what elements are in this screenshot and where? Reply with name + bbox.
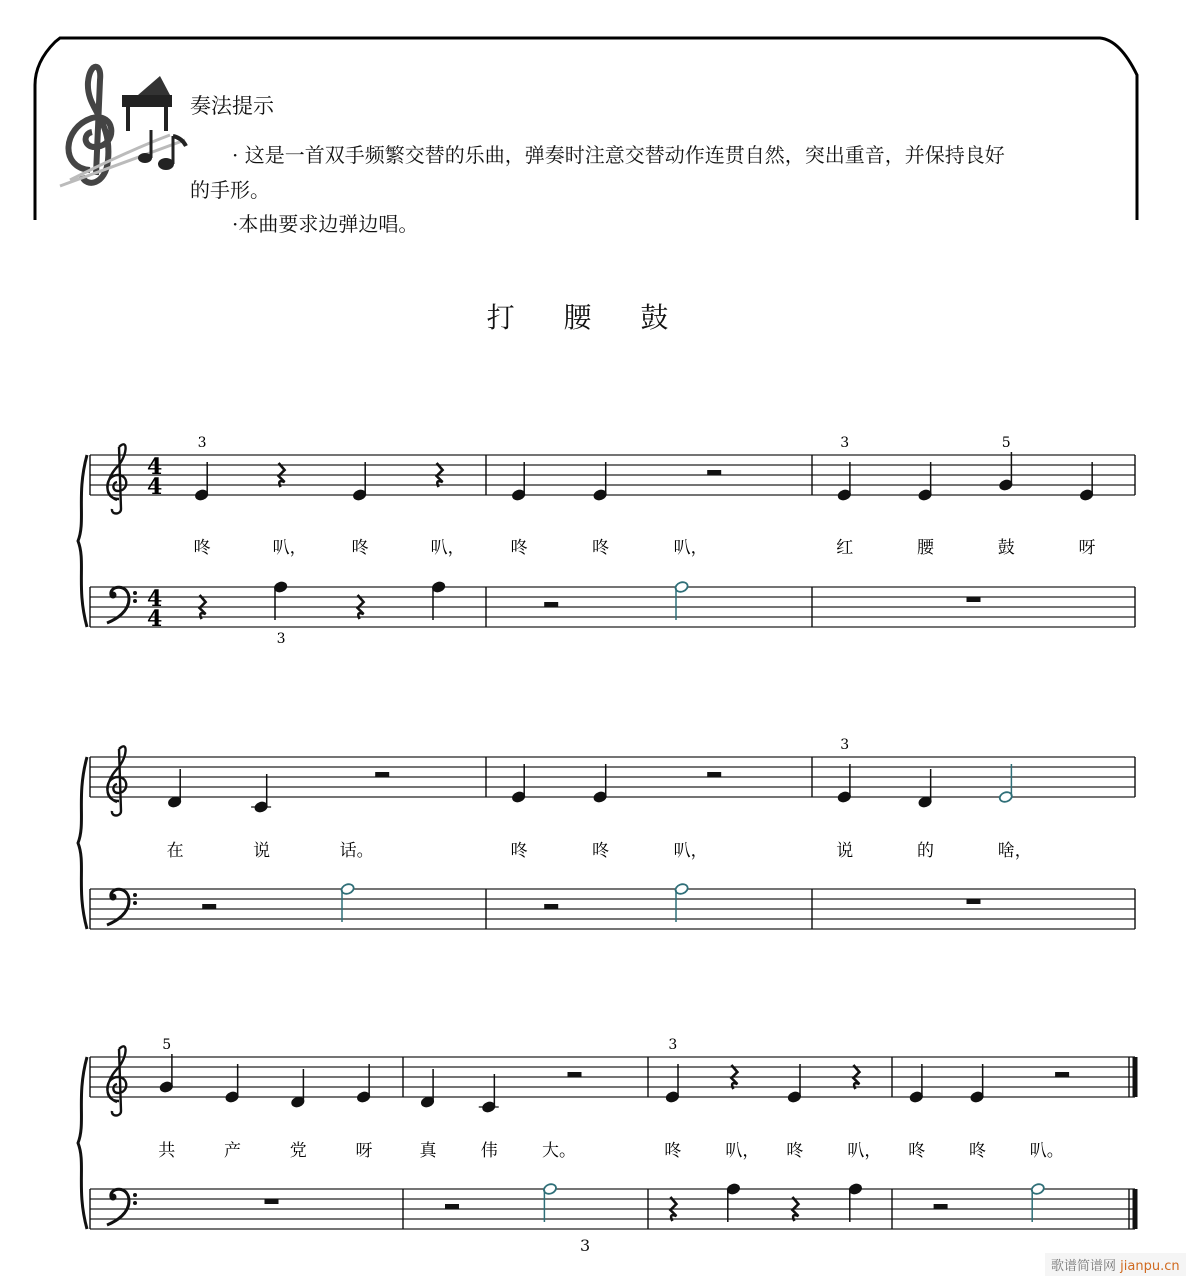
- lyric: 共: [158, 1141, 176, 1161]
- hint-line-1: · 这是一首双手频繁交替的乐曲，弹奏时注意交替动作连贯自然，突出重音，并保持良好: [232, 143, 1005, 167]
- lyric: 的: [917, 841, 935, 861]
- bass-clef-dot: [133, 893, 137, 897]
- half-rest: [707, 772, 721, 777]
- system-3: [78, 1037, 1135, 1229]
- fingering-number: 5: [162, 1037, 172, 1053]
- hint-title: 奏法提示: [190, 94, 274, 118]
- measure-2: [511, 462, 722, 620]
- song-title: 打 腰 鼓: [486, 301, 689, 334]
- bass-clef-dot: [133, 1201, 137, 1205]
- lyric: 大。: [542, 1141, 576, 1161]
- whole-rest: [967, 899, 981, 904]
- half-rest: [202, 904, 216, 909]
- half-rest: [544, 904, 558, 909]
- lyric: 叭，: [430, 538, 465, 558]
- time-signature-unit: 4: [147, 606, 163, 632]
- brace: [78, 1057, 87, 1229]
- lyric: 说: [836, 841, 854, 861]
- lyric: 鼓: [997, 538, 1015, 558]
- lyric: 咚: [510, 841, 528, 861]
- fingering-number: 3: [840, 435, 850, 451]
- time-signature-unit: 4: [147, 474, 163, 500]
- half-rest: [1055, 1072, 1069, 1077]
- watermark-en: jianpu.cn: [1120, 1259, 1180, 1274]
- time-signature-beats: 4: [147, 586, 163, 612]
- measure-10: [908, 1064, 1069, 1222]
- measure-5: [511, 764, 722, 922]
- half-rest: [375, 772, 389, 777]
- whole-rest: [265, 1199, 279, 1204]
- lyric: 啥，: [997, 841, 1032, 861]
- lyric: 叭。: [1029, 1141, 1064, 1161]
- time-signature-beats: 4: [147, 454, 163, 480]
- lyric: 叭，: [673, 538, 708, 558]
- lyric: 咚: [592, 538, 610, 558]
- watermark: [1045, 1253, 1186, 1276]
- measure-7: [158, 1037, 372, 1204]
- half-rest: [568, 1072, 582, 1077]
- fingering-number: 5: [1001, 435, 1011, 451]
- lyric: 咚: [510, 538, 528, 558]
- system-1: [78, 435, 1135, 647]
- whole-rest: [967, 597, 981, 602]
- lyric: 咚: [193, 538, 211, 558]
- measure-1: [194, 435, 465, 647]
- system-2: [78, 737, 1135, 929]
- bass-clef-dot: [110, 894, 117, 901]
- lyric: 叭，: [673, 841, 708, 861]
- lyric: 咚: [908, 1141, 926, 1161]
- bass-clef-dot: [133, 1193, 137, 1197]
- lyric: 真: [419, 1141, 437, 1161]
- hint-line-2: ·本曲要求边弹边唱。: [232, 212, 419, 236]
- lyric: 咚: [969, 1141, 987, 1161]
- half-rest: [544, 602, 558, 607]
- measure-3: [836, 435, 1095, 602]
- bass-clef-dot: [133, 901, 137, 905]
- lyric: 叭，: [847, 1141, 882, 1161]
- page-number: 3: [580, 1236, 591, 1255]
- brace: [78, 455, 87, 627]
- lyric: 叭，: [272, 538, 307, 558]
- lyric: 产: [224, 1141, 242, 1161]
- bass-clef-dot: [110, 1194, 117, 1201]
- lyric: 在: [166, 841, 184, 861]
- lyric: 呀: [1078, 538, 1096, 558]
- fingering-number: 3: [197, 435, 207, 451]
- half-rest: [934, 1204, 948, 1209]
- lyric: 叭，: [725, 1141, 760, 1161]
- lyric: 话。: [339, 841, 374, 861]
- lyric: 咚: [664, 1141, 682, 1161]
- lyric: 说: [253, 841, 271, 861]
- lyric: 伟: [480, 1141, 498, 1161]
- bass-clef-dot: [133, 599, 137, 603]
- hint-line-1-cont: 的手形。: [190, 178, 270, 202]
- lyric: 腰: [917, 538, 935, 558]
- half-rest: [445, 1204, 459, 1209]
- lyric: 咚: [592, 841, 610, 861]
- half-rest: [707, 470, 721, 475]
- fingering-number: 3: [276, 631, 286, 647]
- bass-clef-dot: [110, 592, 117, 599]
- lyric: 咚: [786, 1141, 804, 1161]
- lyric: 红: [836, 538, 854, 558]
- fingering-number: 3: [840, 737, 850, 753]
- fingering-number: 3: [668, 1037, 678, 1053]
- lyric: 呀: [355, 1141, 373, 1161]
- brace: [78, 757, 87, 929]
- measure-9: [664, 1037, 881, 1222]
- lyric: 党: [289, 1141, 307, 1161]
- lyric: 咚: [351, 538, 369, 558]
- bass-clef-dot: [133, 591, 137, 595]
- watermark-cn: 歌谱简谱网: [1051, 1259, 1117, 1274]
- measure-6: [836, 737, 1032, 904]
